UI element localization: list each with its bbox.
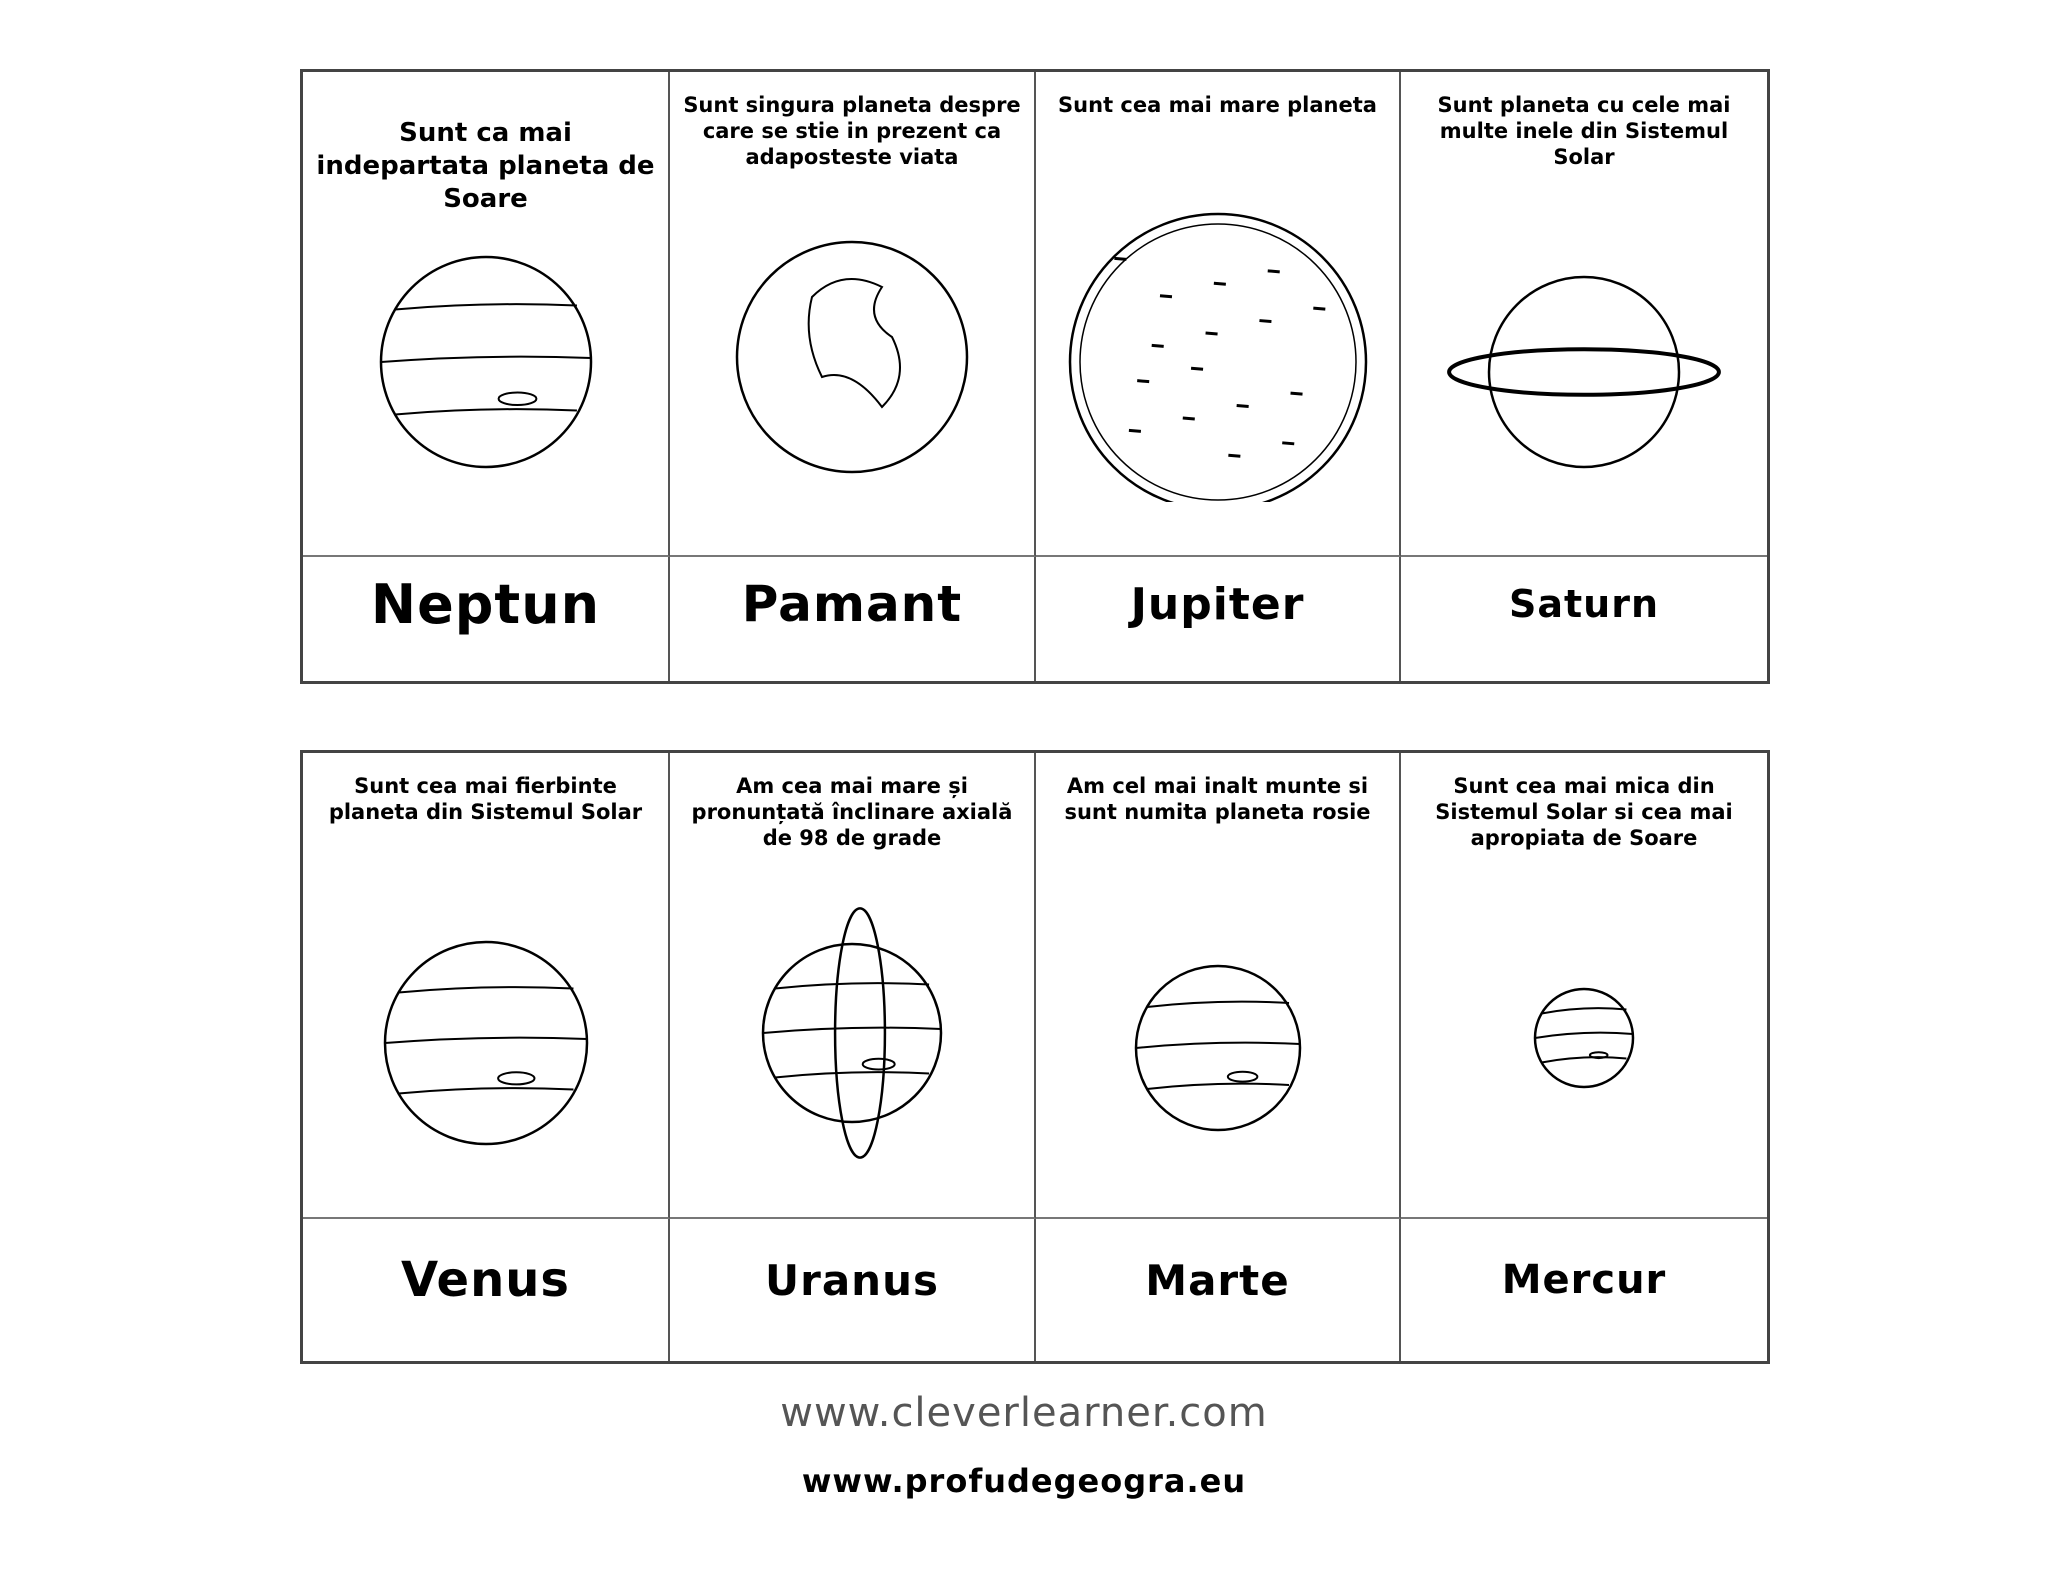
planet-name-cell <box>670 1219 1036 1361</box>
planet-description: Am cea mai mare și pronunțată înclinare axială de 98 de grade <box>691 774 1013 850</box>
planet-name: Mercur <box>1501 1257 1667 1303</box>
planet-name: Pamant <box>741 575 963 633</box>
planet-description-cell <box>670 753 1036 1219</box>
planet-table-bottom <box>300 750 1770 1364</box>
planet-mercur-drawing <box>1414 823 1754 1183</box>
planet-description: Sunt cea mai mica din Sistemul Solar si cea mai apropiata de Soare <box>1435 774 1733 850</box>
planet-name-cell <box>1036 1219 1401 1361</box>
planet-description-cell <box>303 753 670 1219</box>
planet-description-cell <box>1036 72 1401 557</box>
planet-name-cell <box>1401 557 1767 681</box>
planet-saturn-drawing <box>1414 142 1754 502</box>
planet-name: Uranus <box>765 1255 939 1305</box>
planet-pamant-drawing <box>682 142 1022 502</box>
planet-name: Venus <box>401 1252 570 1308</box>
cleverlearner-logo: www.cleverlearner.com <box>780 1390 1268 1436</box>
planet-description-cell <box>1401 753 1767 1219</box>
planet-description: Am cel mai inalt munte si sunt numita planeta rosie <box>1064 774 1371 824</box>
planet-description: Sunt cea mai fierbinte planeta din Sistemul Solar <box>328 774 643 824</box>
planet-table-top <box>300 69 1770 684</box>
planet-description-cell <box>1036 753 1401 1219</box>
planet-marte-drawing <box>1048 823 1388 1183</box>
planet-name-cell <box>670 557 1036 681</box>
planet-description-cell <box>1401 72 1767 557</box>
planet-description: Sunt ca mai indepartata planeta de Soare <box>316 118 655 214</box>
planet-neptun-drawing <box>316 142 656 502</box>
planet-name: Saturn <box>1508 582 1660 626</box>
planet-name-cell <box>303 1219 670 1361</box>
planet-description: Sunt singura planeta despre care se stie in prezent ca adaposteste viata <box>683 93 1021 169</box>
planet-description: Sunt cea mai mare planeta <box>1058 93 1377 117</box>
site-url: www.profudegeogra.eu <box>801 1462 1247 1500</box>
planet-jupiter-drawing <box>1048 142 1388 502</box>
planet-uranus-drawing <box>682 823 1022 1183</box>
planet-venus-drawing <box>316 823 656 1183</box>
planet-name: Neptun <box>370 572 601 636</box>
planet-description-cell <box>303 72 670 557</box>
planet-name-cell <box>1401 1219 1767 1361</box>
planet-description: Sunt planeta cu cele mai multe inele din Sistemul Solar <box>1437 93 1731 169</box>
planet-name: Jupiter <box>1130 578 1305 630</box>
planet-name-cell <box>1036 557 1401 681</box>
planet-description-cell <box>670 72 1036 557</box>
planet-name-cell <box>303 557 670 681</box>
planet-name: Marte <box>1145 1255 1290 1305</box>
